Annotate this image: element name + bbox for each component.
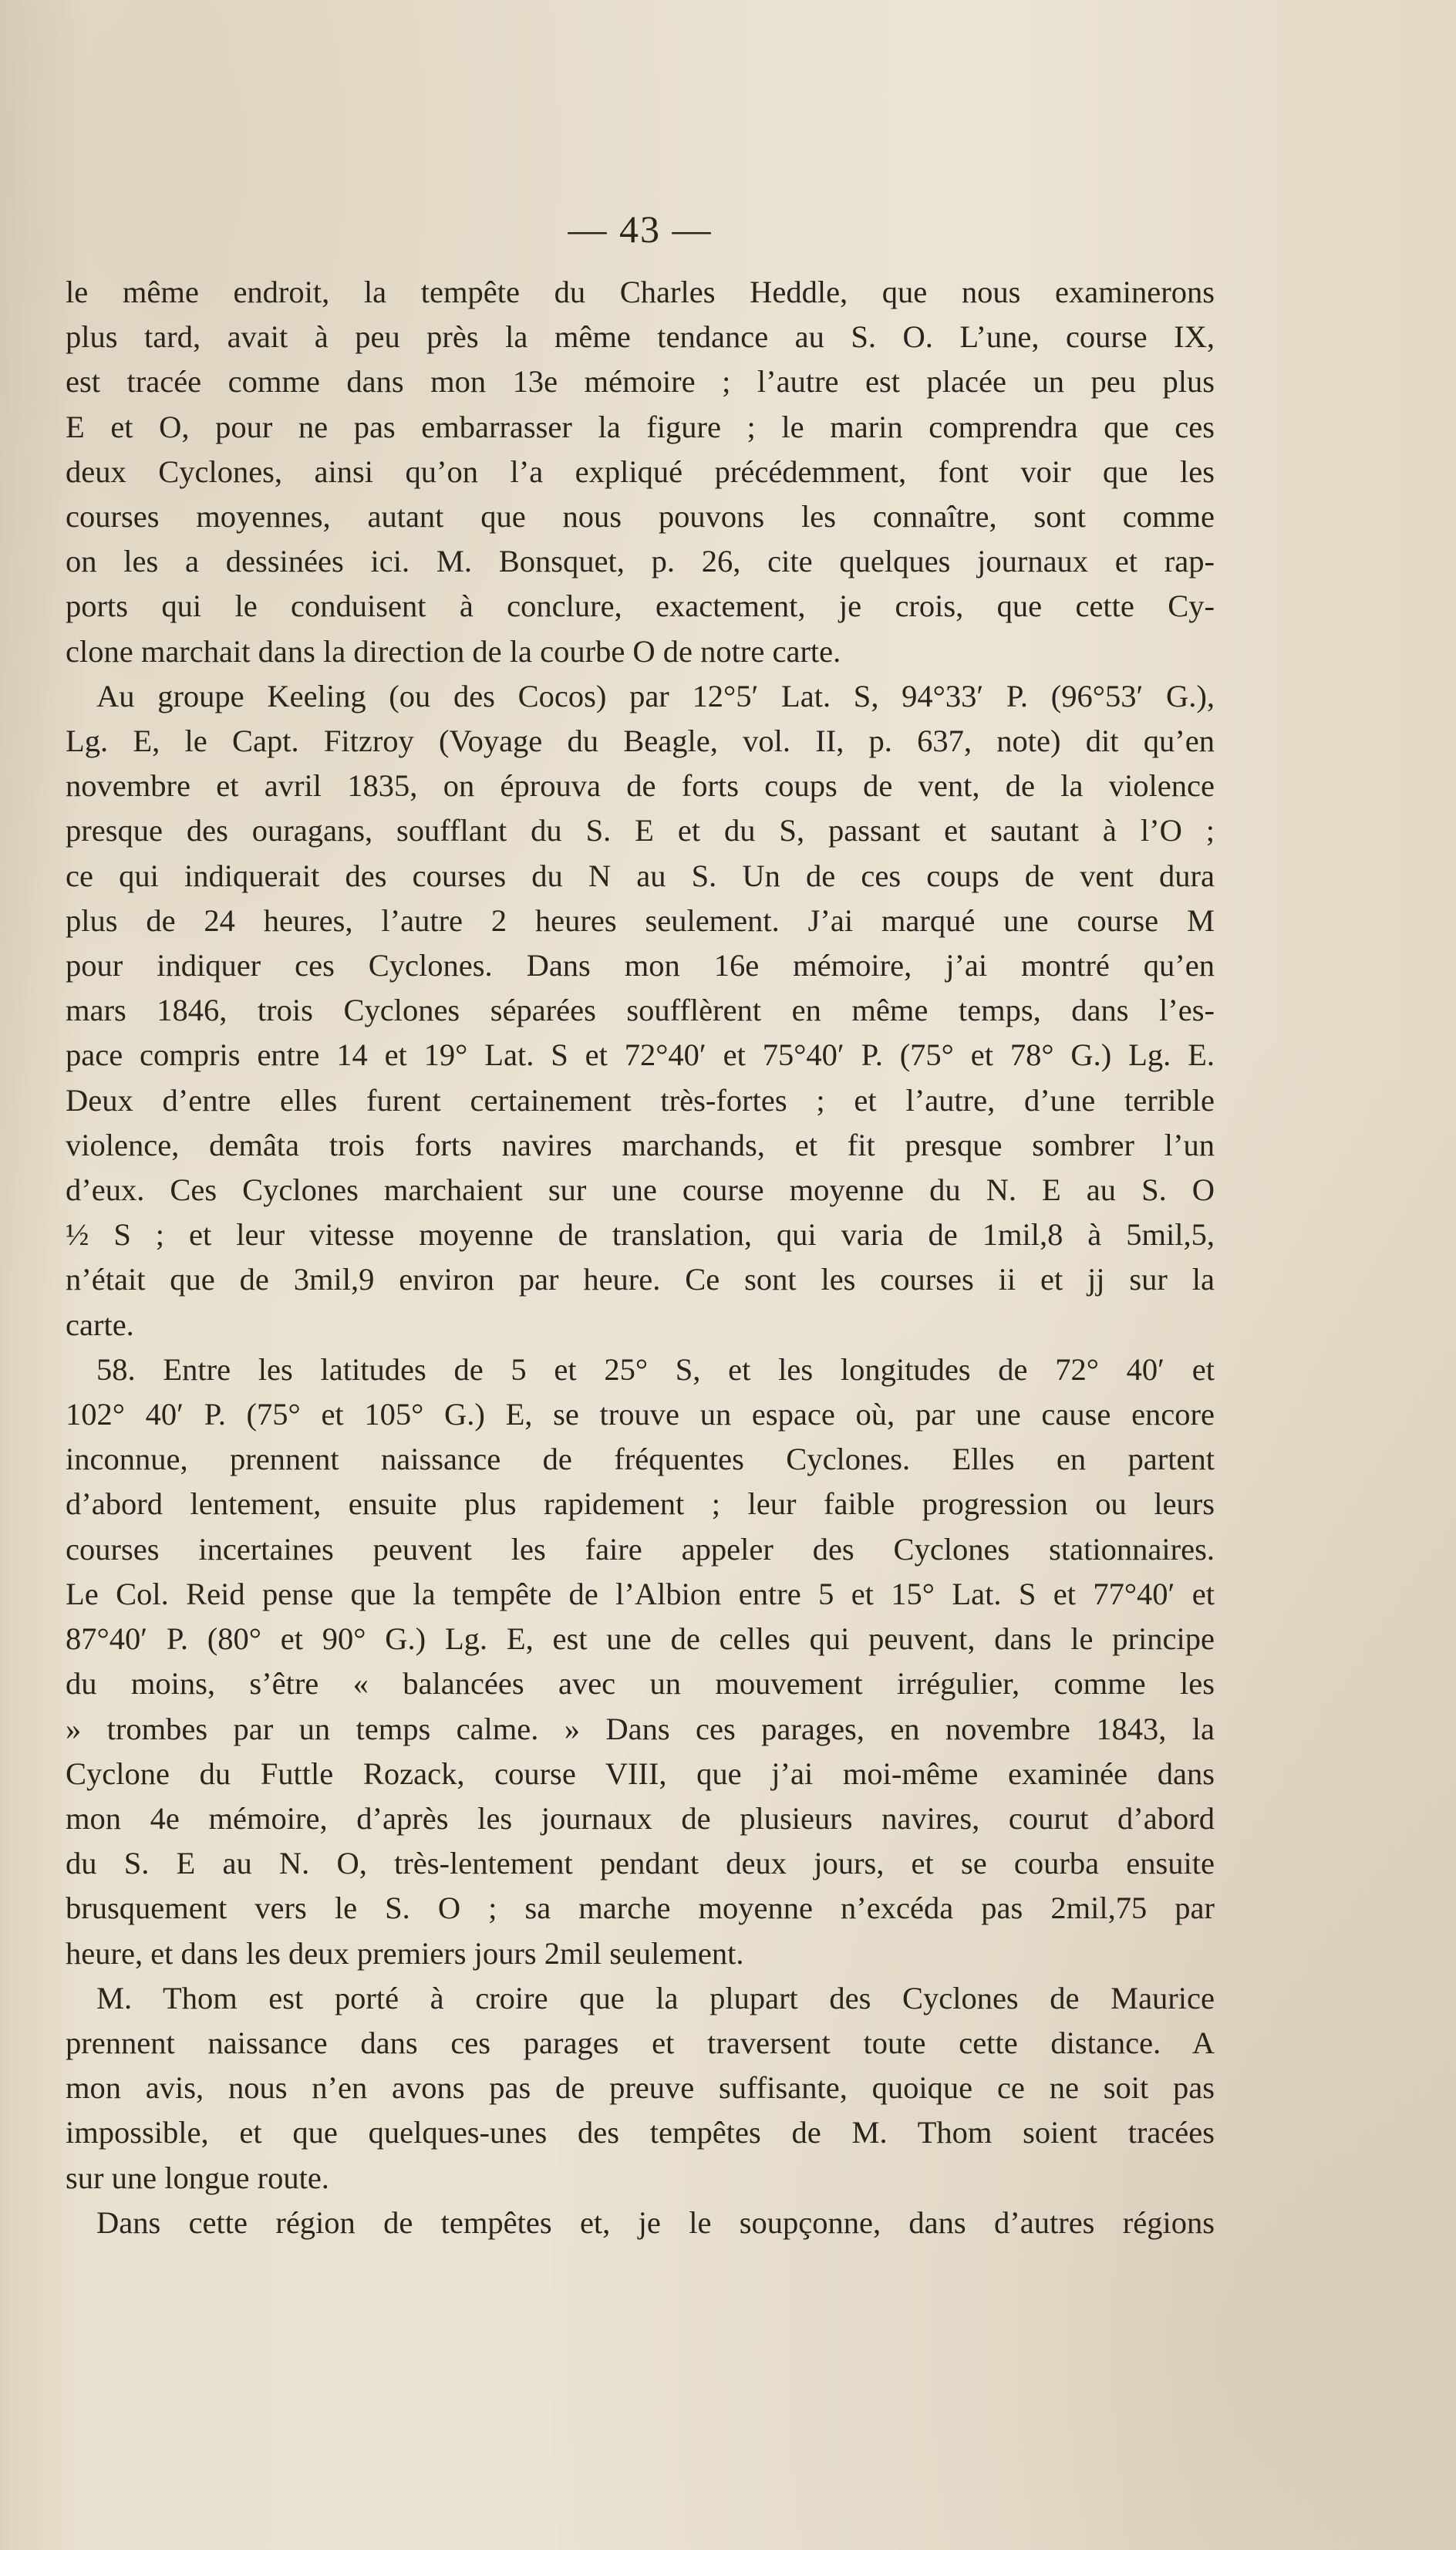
text-line: d’abord lentement, ensuite plus rapidement ; leur faible progression ou leurs	[66, 1486, 1215, 1522]
text-line: du S. E au N. O, très-lentement pendant deux jours, et se courba ensuite	[66, 1846, 1215, 1881]
text-line: courses incertaines peuvent les faire appeler des Cyclones stationnaires.	[66, 1531, 1215, 1567]
text-line: du moins, s’être « balancées avec un mouvement irrégulier, comme les	[66, 1666, 1215, 1702]
text-line: 87°40′ P. (80° et 90° G.) Lg. E, est une de celles qui peuvent, dans le principe	[66, 1621, 1215, 1657]
text-line: pour indiquer ces Cyclones. Dans mon 16e mémoire, j’ai montré qu’en	[66, 948, 1215, 983]
page-number: — 43 —	[568, 207, 713, 251]
text-line: Le Col. Reid pense que la tempête de l’Albion entre 5 et 15° Lat. S et 77°40′ et	[66, 1576, 1215, 1611]
text-line: violence, demâta trois forts navires marchands, et fit presque sombrer l’un	[66, 1127, 1215, 1162]
text-line: ½ S ; et leur vitesse moyenne de translation, qui varia de 1mil,8 à 5mil,5,	[66, 1217, 1215, 1253]
text-line: n’était que de 3mil,9 environ par heure. Ce sont les courses ii et jj sur la	[66, 1262, 1215, 1297]
text-line: deux Cyclones, ainsi qu’on l’a expliqué précédemment, font voir que les	[66, 454, 1215, 489]
text-line: Lg. E, le Capt. Fitzroy (Voyage du Beagle, vol. II, p. 637, note) dit qu’en	[66, 724, 1215, 759]
text-line: plus tard, avait à peu près la même tendance au S. O. L’une, course IX,	[66, 319, 1215, 355]
text-line: plus de 24 heures, l’autre 2 heures seulement. J’ai marqué une course M	[66, 902, 1215, 938]
text-line: mon 4e mémoire, d’après les journaux de plusieurs navires, courut d’abord	[66, 1800, 1215, 1836]
text-line: prennent naissance dans ces parages et traversent toute cette distance. A	[66, 2025, 1215, 2060]
text-line: brusquement vers le S. O ; sa marche moyenne n’excéda pas 2mil,75 par	[66, 1891, 1215, 1926]
text-line: impossible, et que quelques-unes des tempêtes de M. Thom soient tracées	[66, 2115, 1215, 2150]
text-line: d’eux. Ces Cyclones marchaient sur une course moyenne du N. E au S. O	[66, 1172, 1215, 1208]
text-line: ce qui indiquerait des courses du N au S. Un de ces coups de vent dura	[66, 858, 1215, 893]
text-line: mon avis, nous n’en avons pas de preuve suffisante, quoique ce ne soit pas	[66, 2070, 1215, 2106]
text-line: carte.	[66, 1307, 134, 1342]
text-line: mars 1846, trois Cyclones séparées soufflèrent en même temps, dans l’es-	[66, 993, 1215, 1028]
text-line: Deux d’entre elles furent certainement très-fortes ; et l’autre, d’une terrible	[66, 1082, 1215, 1118]
paragraph-start-line: Au groupe Keeling (ou des Cocos) par 12°5′ Lat. S, 94°33′ P. (96°53′ G.),	[96, 678, 1215, 713]
text-line: le même endroit, la tempête du Charles Heddle, que nous examinerons	[66, 275, 1215, 309]
text-line: » trombes par un temps calme. » Dans ces parages, en novembre 1843, la	[66, 1711, 1215, 1746]
body-text	[66, 270, 1215, 2245]
text-line: on les a dessinées ici. M. Bonsquet, p. 26, cite quelques journaux et rap-	[66, 544, 1215, 579]
text-line: heure, et dans les deux premiers jours 2mil seulement.	[66, 1935, 744, 1971]
text-line: est tracée comme dans mon 13e mémoire ; l’autre est placée un peu plus	[66, 364, 1215, 400]
text-line: E et O, pour ne pas embarrasser la figure ; le marin comprendra que ces	[66, 409, 1215, 444]
text-line: sur une longue route.	[66, 2160, 329, 2195]
paragraph-start-line: M. Thom est porté à croire que la plupart des Cyclones de Maurice	[96, 1980, 1215, 2015]
paragraph-start-line: 58. Entre les latitudes de 5 et 25° S, et les longitudes de 72° 40′ et	[96, 1351, 1215, 1387]
text-line: presque des ouragans, soufflant du S. E et du S, passant et sautant à l’O ;	[66, 813, 1215, 848]
text-line: clone marchait dans la direction de la courbe O de notre carte.	[66, 633, 841, 669]
text-line: ports qui le conduisent à conclure, exactement, je crois, que cette Cy-	[66, 589, 1215, 624]
text-line: novembre et avril 1835, on éprouva de forts coups de vent, de la violence	[66, 768, 1215, 804]
text-line: courses moyennes, autant que nous pouvons les connaître, sont comme	[66, 499, 1215, 535]
text-line: 102° 40′ P. (75° et 105° G.) E, se trouve un espace où, par une cause encore	[66, 1397, 1215, 1432]
text-line: pace compris entre 14 et 19° Lat. S et 72°40′ et 75°40′ P. (75° et 78° G.) Lg. E.	[66, 1037, 1215, 1073]
paragraph-start-line: Dans cette région de tempêtes et, je le soupçonne, dans d’autres régions	[96, 2204, 1215, 2240]
text-line: Cyclone du Futtle Rozack, course VIII, que j’ai moi-même examinée dans	[66, 1756, 1215, 1791]
text-line: inconnue, prennent naissance de fréquentes Cyclones. Elles en partent	[66, 1442, 1215, 1477]
